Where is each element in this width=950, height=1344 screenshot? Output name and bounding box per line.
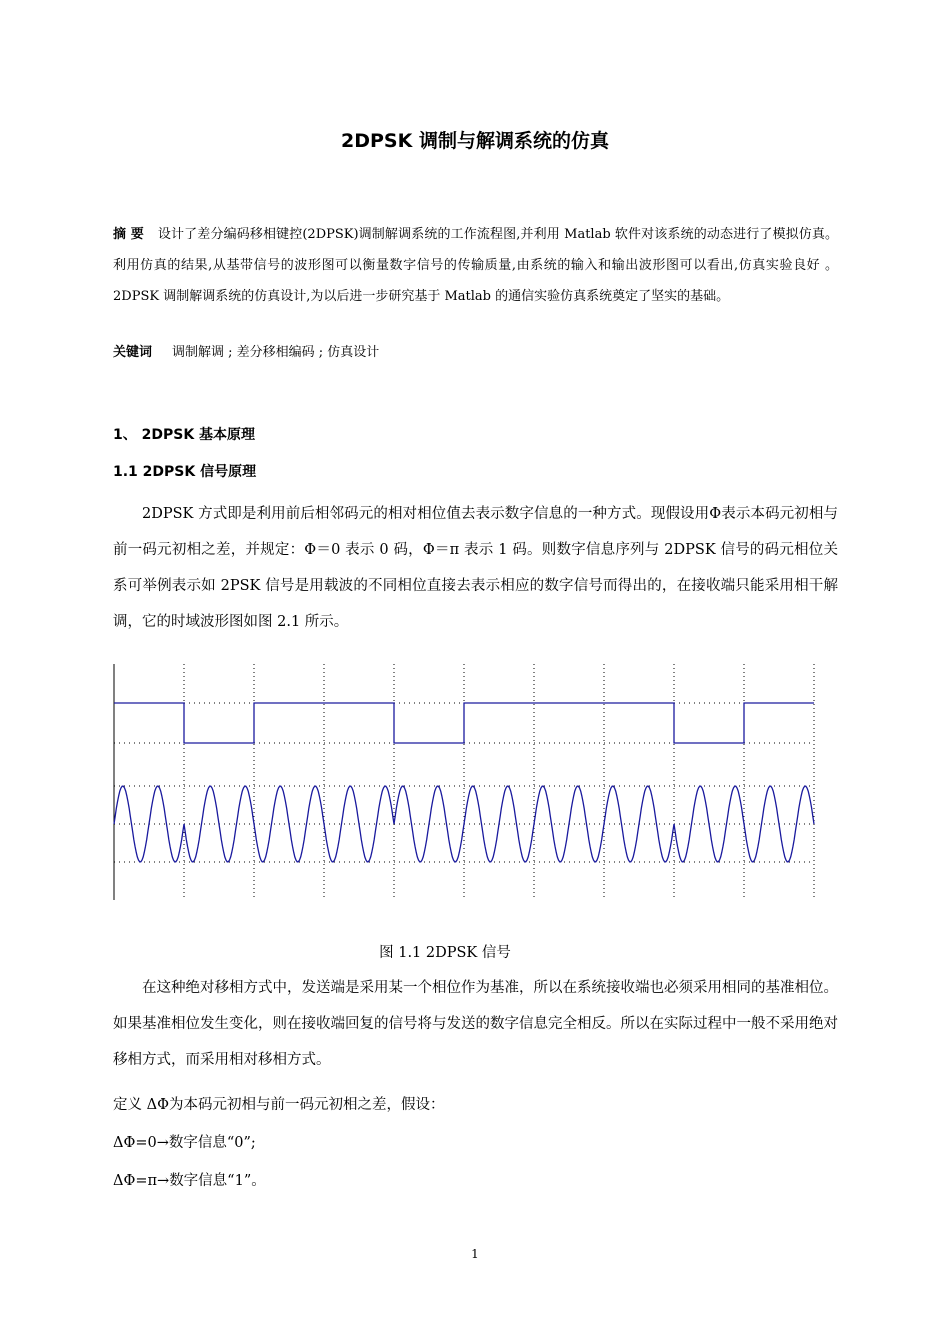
figure-grid	[114, 664, 814, 900]
baseband-signal	[114, 703, 814, 743]
rule-one: ΔΦ=π→数字信息“1”。	[113, 1173, 266, 1189]
keywords-label: 关键词	[113, 345, 153, 360]
page-number: 1	[471, 1247, 479, 1261]
dpsk-waveform-figure	[110, 662, 815, 902]
definition-line: 定义 ΔΦ为本码元初相与前一码元初相之差，假设：	[113, 1097, 445, 1113]
intro-paragraph: 2DPSK 方式即是利用前后相邻码元的相对相位值去表示数字信息的一种方式。现假设用Φ表示本码元初相与前一码元初相之差，并规定：Φ＝0 表示 0 码，Φ＝π 表示 1 码。则数字信息序列与 2DPSK 信号的码元相位关系可举例表示如 2PSK 信号是用载波的不同相位直接去表示相应的数字信号而得出的，在接收端只能采用相干解调，它的时域波形图如图 2.1 所示。	[113, 506, 838, 630]
section-heading: 1、 2DPSK 基本原理	[113, 427, 256, 443]
modulated-signal	[114, 786, 814, 862]
abstract-text: 设计了差分编码移相键控(2DPSK)调制解调系统的工作流程图,并利用 Matlab 软件对该系统的动态进行了模拟仿真。利用仿真的结果,从基带信号的波形图可以衡量数字信号的传输质量,由系统的输入和输出波形图可以看出,仿真实验良好 。2DPSK 调制解调系统的仿真设计,为以后进一步研究基于 Matlab 的通信实验仿真系统奠定了坚实的基础。	[113, 227, 838, 304]
page-title: 2DPSK 调制与解调系统的仿真	[341, 130, 609, 152]
figure-caption: 图 1.1 2DPSK 信号	[379, 945, 511, 961]
rule-zero: ΔΦ=0→数字信息“0”;	[113, 1135, 256, 1151]
abstract	[113, 219, 838, 312]
keywords-text: 调制解调 ; 差分移相编码 ; 仿真设计	[172, 345, 380, 360]
subsection-heading: 1.1 2DPSK 信号原理	[113, 464, 257, 480]
body-paragraph: 在这种绝对移相方式中，发送端是采用某一个相位作为基准，所以在系统接收端也必须采用相同的基准相位。如果基准相位发生变化，则在接收端回复的信号将与发送的数字信息完全相反。所以在实际过程中一般不采用绝对移相方式，而采用相对移相方式。	[113, 980, 838, 1068]
keywords	[113, 341, 379, 365]
abstract-label: 摘 要	[113, 227, 144, 242]
